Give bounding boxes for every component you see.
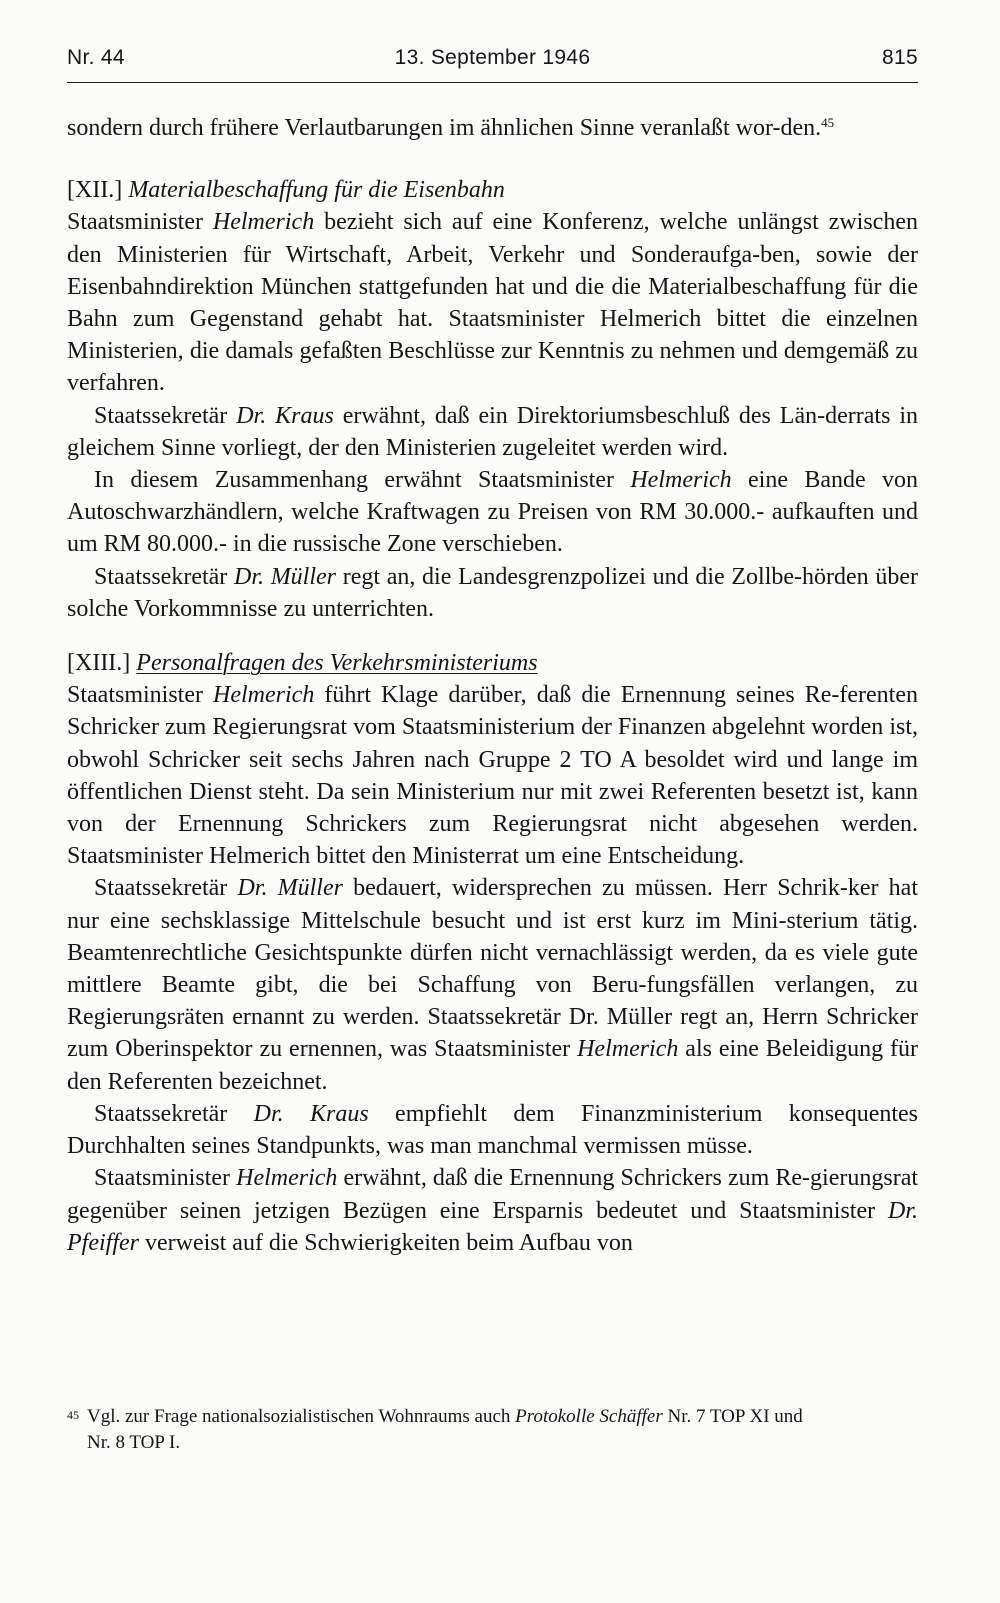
section-13-paragraph-3 xyxy=(67,1098,918,1162)
carryover-paragraph xyxy=(67,112,918,144)
footnote-line-2: Nr. 8 TOP I. xyxy=(87,1432,181,1453)
speaker-name: Helmerich xyxy=(212,209,315,236)
body-text xyxy=(67,112,918,1259)
speaker-name: Helmerich xyxy=(213,682,315,709)
footnote-ref-45: 45 xyxy=(821,115,835,130)
speaker-name: Dr. Müller xyxy=(233,563,337,590)
text-run: führt Klage darüber, daß die Ernennung seines Re-ferenten Schricker zum Regierungsrat vom Staatsministerium der Finanzen abgelehnt worden ist, obwohl Schricker seit sechs Jahren nach Gruppe 2 TO A besoldet wird und lange im öffentlichen Dienst steht. Da sein Ministerium nur mit zwei Referenten besetzt ist, kann von der Ernennung Schrickers zum Regierungsrat nicht abgesehen werden. Staatsminister Helmerich bittet den Ministerrat um eine Entscheidung. xyxy=(67,682,918,870)
issue-date: 13. September 1946 xyxy=(394,46,591,69)
footnote-45 xyxy=(67,1404,918,1456)
page-number: 815 xyxy=(882,46,918,69)
text-run: empfiehlt dem Finanzministerium konsequentes Durchhalten seines Standpunkts, was man manchmal vermissen müsse. xyxy=(67,1100,919,1160)
text-run: als eine Beleidigung für den Referenten bezeichnet. xyxy=(67,1036,919,1095)
speaker-name: Helmerich xyxy=(236,1165,338,1192)
text-run: Staatsminister xyxy=(94,1165,237,1192)
section-13-paragraph-1 xyxy=(67,679,918,872)
section-13-heading xyxy=(67,647,918,679)
section-13-paragraph-4 xyxy=(67,1162,918,1259)
section-13-number: [XIII.] xyxy=(67,650,131,677)
section-13-paragraph-2 xyxy=(67,872,918,1097)
speaker-name: Helmerich xyxy=(630,467,732,494)
text-run: Staatsminister xyxy=(67,682,214,709)
section-12-title: Materialbeschaffung für die Eisenbahn xyxy=(128,177,505,204)
running-header xyxy=(67,44,918,78)
speaker-name: Dr. Kraus xyxy=(253,1100,369,1127)
text-run: Staatssekretär xyxy=(94,563,234,590)
section-12-paragraph-4 xyxy=(67,561,918,625)
text-run: Staatssekretär xyxy=(94,875,238,902)
section-12-paragraph-1 xyxy=(67,206,918,399)
text-run: Staatssekretär xyxy=(94,1100,254,1127)
text-run: Nr. 7 TOP XI und xyxy=(662,1406,803,1427)
text-run: Vgl. zur Frage nationalsozialistischen Wohnraums auch xyxy=(87,1406,516,1427)
text-run: erwähnt, daß ein Direktoriumsbeschluß des Län-derrats in gleichem Sinne vorliegt, der den Ministerien zugeleitet werden wird. xyxy=(67,402,918,461)
speaker-name: Helmerich xyxy=(577,1036,679,1063)
section-12-heading xyxy=(67,174,918,206)
footnote-citation: Protokolle Schäffer xyxy=(515,1406,663,1427)
footnote-text xyxy=(87,1406,803,1427)
text-run: regt an, die Landesgrenzpolizei und die Zollbe-hörden über solche Vorkommnisse zu unterrichten. xyxy=(67,563,918,622)
speaker-name: Dr. Pfeiffer xyxy=(67,1197,918,1256)
speaker-name: Dr. Kraus xyxy=(236,402,334,429)
issue-number: Nr. 44 xyxy=(67,46,125,69)
text-run: Staatsminister xyxy=(67,209,213,236)
text-run: bezieht sich auf eine Konferenz, welche unlängst zwischen den Ministerien für Wirtschaft, Arbeit, Verkehr und Sonderaufga-ben, sowie der Eisenbahndirektion München stattgefunden hat und die die Materialbeschaffung für die Bahn zum Gegenstand gehabt hat. Staatsminister Helmerich bittet die einzelnen Ministerien, die damals gefaßten Beschlüsse zur Kenntnis zu nehmen und demgemäß zu verfahren. xyxy=(67,209,918,397)
text-run: bedauert, widersprechen zu müssen. Herr Schrik-ker hat nur eine sechsklassige Mittelschule besucht und ist erst kurz im Mini-sterium tätig. Beamtenrechtliche Gesichtspunkte dürfen nicht vernachlässigt werden, da es viele gute mittlere Beamte gibt, die bei Schaffung von Beru-fungsfällen verlangen, zu Regierungsräten ernannt zu werden. Staatssekretär Dr. Müller regt an, Herrn Schricker zum Oberinspektor zu ernennen, was Staatsminister xyxy=(67,875,918,1063)
text-run: eine Bande von Autoschwarzhändlern, welche Kraftwagen zu Preisen von RM 30.000.- aufkauften und um RM 80.000.- in die russische Zone verschieben. xyxy=(67,467,918,558)
text-run: erwähnt, daß die Ernennung Schrickers zum Re-gierungsrat gegenüber seinen jetzigen Bezügen eine Ersparnis bedeutet und Staatsminister xyxy=(67,1165,919,1224)
carryover-text: sondern durch frühere Verlautbarungen im ähnlichen Sinne veranlaßt wor-den. xyxy=(67,115,822,141)
section-13-title: Personalfragen des Verkehrsministeriums xyxy=(136,650,538,677)
footnote-number: 45 xyxy=(67,1408,79,1422)
header-rule xyxy=(67,82,918,83)
section-12-paragraph-2 xyxy=(67,400,918,464)
speaker-name: Dr. Müller xyxy=(237,875,343,902)
section-12-paragraph-3 xyxy=(67,464,918,561)
text-run: Staatssekretär xyxy=(94,402,237,429)
text-run: verweist auf die Schwierigkeiten beim Aufbau von xyxy=(138,1229,633,1256)
text-run: In diesem Zusammenhang erwähnt Staatsminister xyxy=(94,467,631,494)
section-12-number: [XII.] xyxy=(67,177,123,204)
